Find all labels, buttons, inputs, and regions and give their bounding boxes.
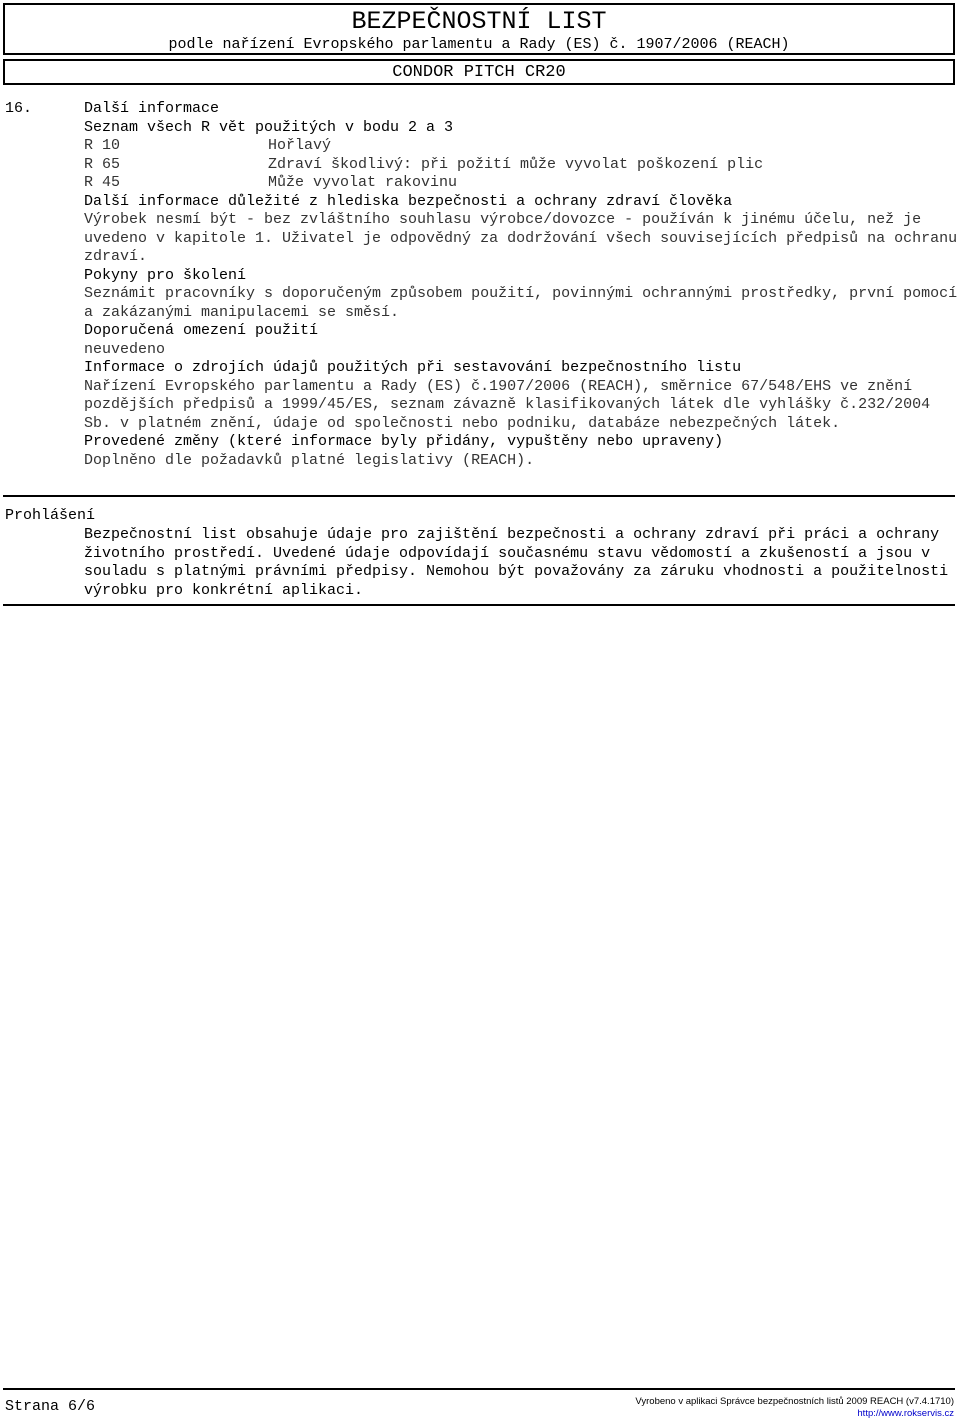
training-heading: Pokyny pro školení [84, 266, 247, 284]
r-phrase-row [84, 156, 959, 175]
r-phrase-code: R 10 [84, 137, 121, 154]
declaration-text: Bezpečnostní list obsahuje údaje pro zajištění bezpečnosti a ochrany zdraví při práci a ochrany životního prostředí. Uvedené údaje odpovídají současnému stavu vědomostí a zkušeností a jsou v souladu s platnými právními předpisy. Nemohou být považovány za záruku vhodnosti a použitelnosti výrobku pro konkrétní aplikaci. [84, 526, 949, 599]
sources-heading: Informace o zdrojích údajů použitých při sestavování bezpečnostního listu [84, 359, 742, 376]
section-number: 16. [5, 100, 33, 117]
sources-text: Nařízení Evropského parlamentu a Rady (ES) č.1907/2006 (REACH), směrnice 67/548/EHS ve znění pozdějších předpisů a 1999/45/ES, seznam závazně klasifikovaných látek dle vyhlášky č.232/2004 Sb. v platném znění, údaje od společnosti nebo podniku, databáze nebezpečných látek. [84, 377, 931, 432]
document-title: BEZPEČNOSTNÍ LIST [351, 7, 607, 36]
r-phrase-text: Hořlavý [268, 137, 332, 154]
important-info-heading: Další informace důležité z hlediska bezpečnosti a ochrany zdraví člověka [84, 192, 733, 210]
section-body [84, 100, 959, 470]
r-phrase-code: R 45 [84, 174, 121, 191]
training-text: Seznámit pracovníky s doporučeným způsobem použití, povinnými ochrannými prostředky, první pomocí a zakázanými manipulacemi se směsí. [84, 285, 958, 321]
declaration-label: Prohlášení [5, 507, 96, 524]
generator-note: Vyrobeno v aplikaci Správce bezpečnostních listů 2009 REACH (v7.4.1710) [635, 1396, 954, 1407]
r-list-heading: Seznam všech R vět použitých v bodu 2 a 3 [84, 118, 454, 136]
restrictions-text: neuvedeno [84, 340, 166, 358]
section-heading: Další informace [84, 100, 220, 117]
changes-text: Doplněno dle požadavků platné legislativy (REACH). [84, 451, 535, 469]
important-info-text: Výrobek nesmí být - bez zvláštního souhlasu výrobce/dovozce - používán k jinému účelu, než je uvedeno v kapitole 1. Uživatel je odpovědný za dodržování všech souvisejících předpisů na ochranu zdraví. [84, 211, 958, 265]
product-name: CONDOR PITCH CR20 [3, 59, 955, 85]
r-phrase-text: Může vyvolat rakovinu [268, 174, 458, 191]
r-phrase-row [84, 137, 959, 156]
footer-link[interactable]: http://www.rokservis.cz [857, 1408, 954, 1419]
footer-divider [3, 1388, 955, 1390]
r-phrase-text: Zdraví škodlivý: při požití může vyvolat poškození plic [268, 155, 764, 173]
declaration-divider [3, 604, 955, 606]
section-divider [3, 495, 955, 497]
document-subtitle: podle nařízení Evropského parlamentu a Rady (ES) č. 1907/2006 (REACH) [168, 36, 790, 53]
r-phrase-row [84, 174, 959, 193]
r-phrase-code: R 65 [84, 155, 121, 173]
changes-heading: Provedené změny (které informace byly přidány, vypuštěny nebo upraveny) [84, 433, 724, 450]
footer-credits [635, 1396, 954, 1420]
restrictions-heading: Doporučená omezení použití [84, 322, 319, 339]
document-header [3, 3, 955, 55]
page-number: Strana 6/6 [5, 1398, 96, 1415]
